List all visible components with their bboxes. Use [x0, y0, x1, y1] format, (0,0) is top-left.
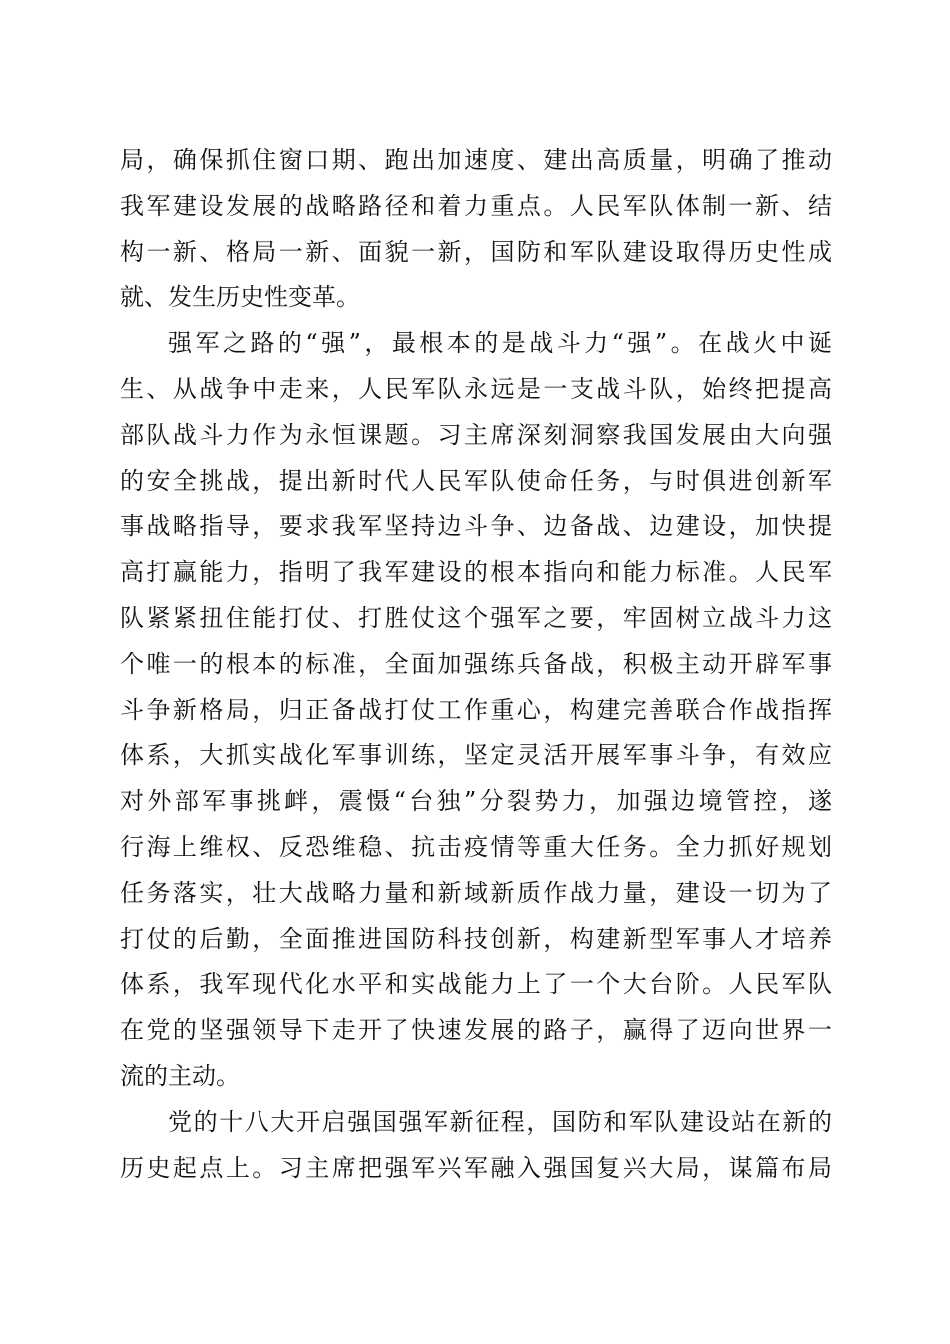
- text-line: 的安全挑战，提出新时代人民军队使命任务，与时俱进创新军: [120, 466, 832, 495]
- text-line: 行海上维权、反恐维稳、抗击疫情等重大任务。全力抓好规划: [120, 832, 832, 861]
- text-line: 事战略指导，要求我军坚持边斗争、边备战、边建设，加快提: [120, 512, 832, 541]
- paragraph: [120, 138, 832, 321]
- text-line: 历史起点上。习主席把强军兴军融入强国复兴大局，谋篇布局: [120, 1153, 832, 1182]
- text-line: 体系，大抓实战化军事训练，坚定灵活开展军事斗争，有效应: [120, 741, 832, 770]
- text-line: 斗争新格局，归正备战打仗工作重心，构建完善联合作战指挥: [120, 695, 832, 724]
- text-line: 党的十八大开启强国强军新征程，国防和军队建设站在新的: [168, 1107, 832, 1136]
- text-line: 对外部军事挑衅，震慑“台独”分裂势力，加强边境管控，遂: [120, 787, 832, 816]
- text-line: 在党的坚强领导下走开了快速发展的路子，赢得了迈向世界一: [120, 1016, 832, 1045]
- text-line: 强军之路的“强”，最根本的是战斗力“强”。在战火中诞: [168, 329, 832, 358]
- text-line: 我军建设发展的战略路径和着力重点。人民军队体制一新、结: [120, 191, 832, 220]
- text-line: 体系，我军现代化水平和实战能力上了一个大台阶。人民军队: [120, 970, 832, 999]
- text-line: 任务落实，壮大战略力量和新域新质作战力量，建设一切为了: [120, 878, 832, 907]
- paragraph: [120, 321, 832, 1100]
- text-line: 个唯一的根本的标准，全面加强练兵备战，积极主动开辟军事: [120, 649, 832, 678]
- document-body: [120, 138, 832, 1191]
- text-line: 队紧紧扭住能打仗、打胜仗这个强军之要，牢固树立战斗力这: [120, 603, 832, 632]
- text-line: 局，确保抓住窗口期、跑出加速度、建出高质量，明确了推动: [120, 146, 832, 174]
- text-line: 生、从战争中走来，人民军队永远是一支战斗队，始终把提高: [120, 374, 832, 403]
- text-line: 构一新、格局一新、面貌一新，国防和军队建设取得历史性成: [120, 237, 832, 266]
- text-line: 部队战斗力作为永恒课题。习主席深刻洞察我国发展由大向强: [120, 420, 832, 449]
- text-line: 流的主动。: [120, 1061, 240, 1090]
- paragraph: [120, 1100, 832, 1192]
- text-line: 就、发生历史性变革。: [120, 283, 360, 312]
- text-line: 高打赢能力，指明了我军建设的根本指向和能力标准。人民军: [120, 558, 832, 587]
- text-line: 打仗的后勤，全面推进国防科技创新，构建新型军事人才培养: [120, 924, 832, 953]
